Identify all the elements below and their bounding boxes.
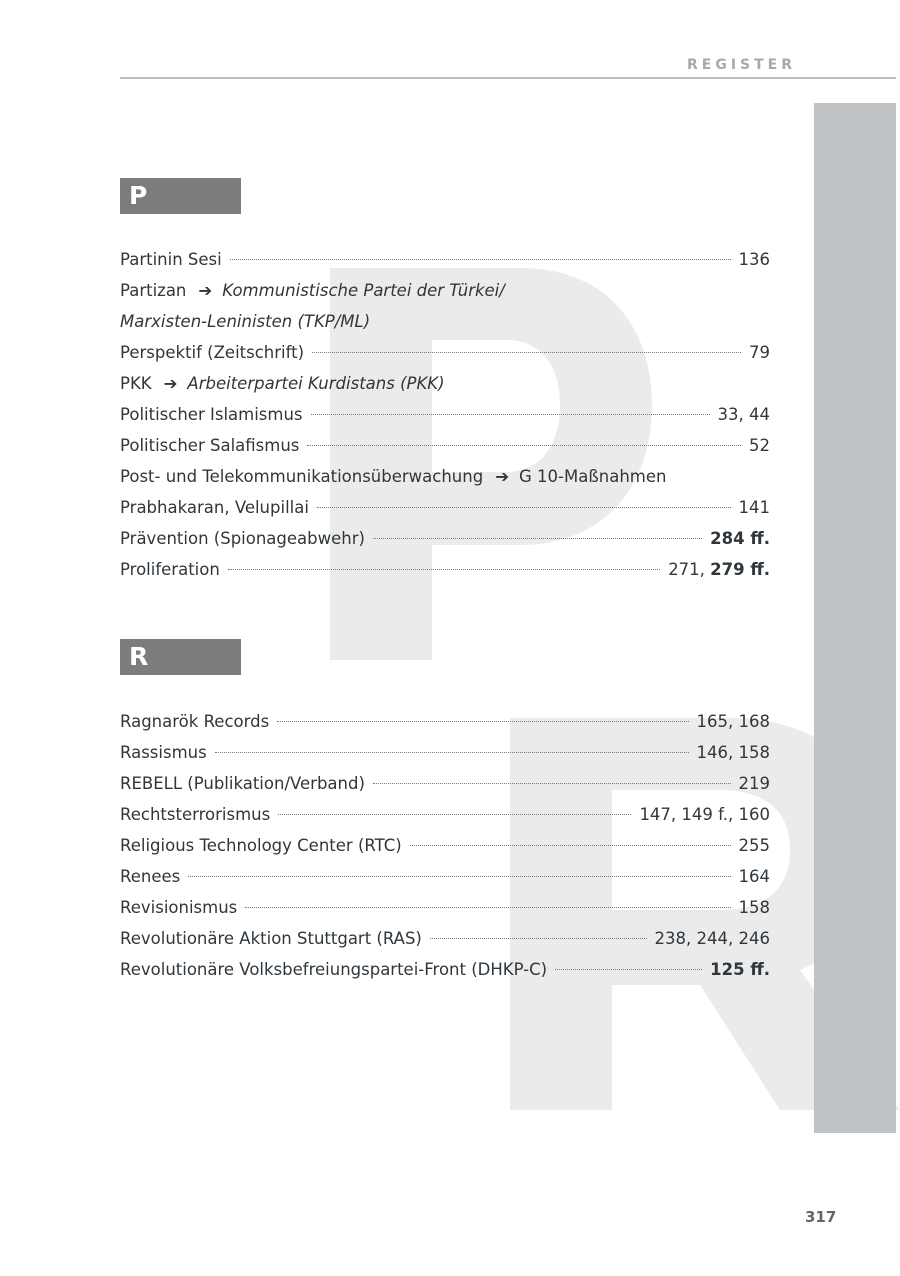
index-entry — [120, 492, 770, 523]
dot-leader — [410, 845, 731, 846]
page-ref: 33, 44 — [717, 405, 770, 424]
section-letter-r: R — [120, 639, 241, 675]
index-entry — [120, 554, 770, 585]
side-tab-bar — [814, 103, 896, 1133]
dot-leader — [307, 445, 741, 446]
index-entry — [120, 923, 770, 954]
entry-term: Renees — [120, 867, 181, 886]
page-references — [710, 523, 770, 554]
dot-leader — [277, 721, 688, 722]
index-entry — [120, 399, 770, 430]
page-references — [749, 430, 770, 461]
index-entry — [120, 954, 770, 985]
index-entry — [120, 275, 770, 306]
entry-term: Proliferation — [120, 560, 220, 579]
page-references — [697, 737, 770, 768]
header-divider — [120, 77, 896, 79]
index-entry — [120, 337, 770, 368]
page-references — [739, 492, 771, 523]
index-entry — [120, 799, 770, 830]
cross-reference: Arbeiterpartei Kurdistans (PKK) — [187, 374, 445, 393]
dot-leader — [215, 752, 689, 753]
entry-term: Revolutionäre Volksbefreiungspartei-Front (DHKP-C) — [120, 960, 548, 979]
dot-leader — [312, 352, 741, 353]
arrow-right-icon: ➔ — [495, 467, 510, 486]
dot-leader — [555, 969, 702, 970]
entry-term: Partizan — [120, 281, 187, 300]
entry-term: Post- und Telekommunikationsüberwachung — [120, 467, 484, 486]
index-entry — [120, 830, 770, 861]
dot-leader — [311, 414, 710, 415]
page-references — [739, 830, 771, 861]
page-number: 317 — [805, 1208, 837, 1226]
entry-term: Politischer Islamismus — [120, 405, 303, 424]
entry-term: PKK — [120, 374, 152, 393]
index-entry — [120, 461, 770, 492]
page-ref: 255 — [738, 836, 770, 855]
page-ref: 158 — [738, 898, 770, 917]
entry-term: Ragnarök Records — [120, 712, 270, 731]
entry-term: Religious Technology Center (RTC) — [120, 836, 402, 855]
cross-reference-continued: Marxisten-Leninisten (TKP/ML) — [120, 312, 371, 331]
page-ref: 284 ff. — [710, 529, 770, 548]
index-entry — [120, 306, 770, 337]
dot-leader — [373, 783, 731, 784]
entry-term: Revolutionäre Aktion Stuttgart (RAS) — [120, 929, 422, 948]
dot-leader — [317, 507, 731, 508]
page-ref: 279 ff. — [710, 560, 770, 579]
page-references — [655, 923, 770, 954]
dot-leader — [430, 938, 647, 939]
page-references — [697, 706, 770, 737]
entry-term: Politischer Salafismus — [120, 436, 300, 455]
index-entry — [120, 523, 770, 554]
page-ref: 147, 149 f., 160 — [639, 805, 770, 824]
arrow-right-icon: ➔ — [198, 281, 213, 300]
page-ref: 219 — [738, 774, 770, 793]
index-entry — [120, 768, 770, 799]
page-ref: 125 ff. — [710, 960, 770, 979]
dot-leader — [373, 538, 702, 539]
entry-term: Partinin Sesi — [120, 250, 222, 269]
page-ref: 136 — [738, 250, 770, 269]
index-entry — [120, 892, 770, 923]
index-entry — [120, 368, 770, 399]
index-entry — [120, 244, 770, 275]
entry-term: Rechtsterrorismus — [120, 805, 271, 824]
dot-leader — [188, 876, 730, 877]
page-references — [739, 892, 771, 923]
page-references — [749, 337, 770, 368]
cross-reference: G 10-Maßnahmen — [519, 467, 667, 486]
page-references — [668, 554, 770, 585]
section-letter-p: P — [120, 178, 241, 214]
entry-term: Rassismus — [120, 743, 207, 762]
entry-term: Prävention (Spionageabwehr) — [120, 529, 365, 548]
entry-term: Prabhakaran, Velupillai — [120, 498, 309, 517]
dot-leader — [245, 907, 730, 908]
page-references — [718, 399, 770, 430]
dot-leader — [228, 569, 660, 570]
dot-leader — [230, 259, 731, 260]
index-entry — [120, 737, 770, 768]
page-ref: 165, 168 — [696, 712, 770, 731]
dot-leader — [278, 814, 631, 815]
page-ref: 79 — [749, 343, 770, 362]
page-references — [739, 861, 771, 892]
page-ref: 238, 244, 246 — [654, 929, 770, 948]
index-entry — [120, 430, 770, 461]
page-references — [739, 244, 771, 275]
section-p-entries — [120, 244, 770, 585]
page-references — [710, 954, 770, 985]
page-ref: 146, 158 — [696, 743, 770, 762]
entry-term: REBELL (Publikation/Verband) — [120, 774, 365, 793]
page-ref: 52 — [749, 436, 770, 455]
section-r-entries — [120, 706, 770, 985]
page-ref: 141 — [738, 498, 770, 517]
running-header: REGISTER — [687, 57, 797, 73]
entry-term: Revisionismus — [120, 898, 238, 917]
page-references — [639, 799, 770, 830]
index-entry — [120, 861, 770, 892]
entry-term: Perspektif (Zeitschrift) — [120, 343, 305, 362]
cross-reference: Kommunistische Partei der Türkei/ — [222, 281, 505, 300]
arrow-right-icon: ➔ — [163, 374, 178, 393]
page-ref: 271, — [668, 560, 711, 579]
index-entry — [120, 706, 770, 737]
page-references — [739, 768, 771, 799]
page-ref: 164 — [738, 867, 770, 886]
